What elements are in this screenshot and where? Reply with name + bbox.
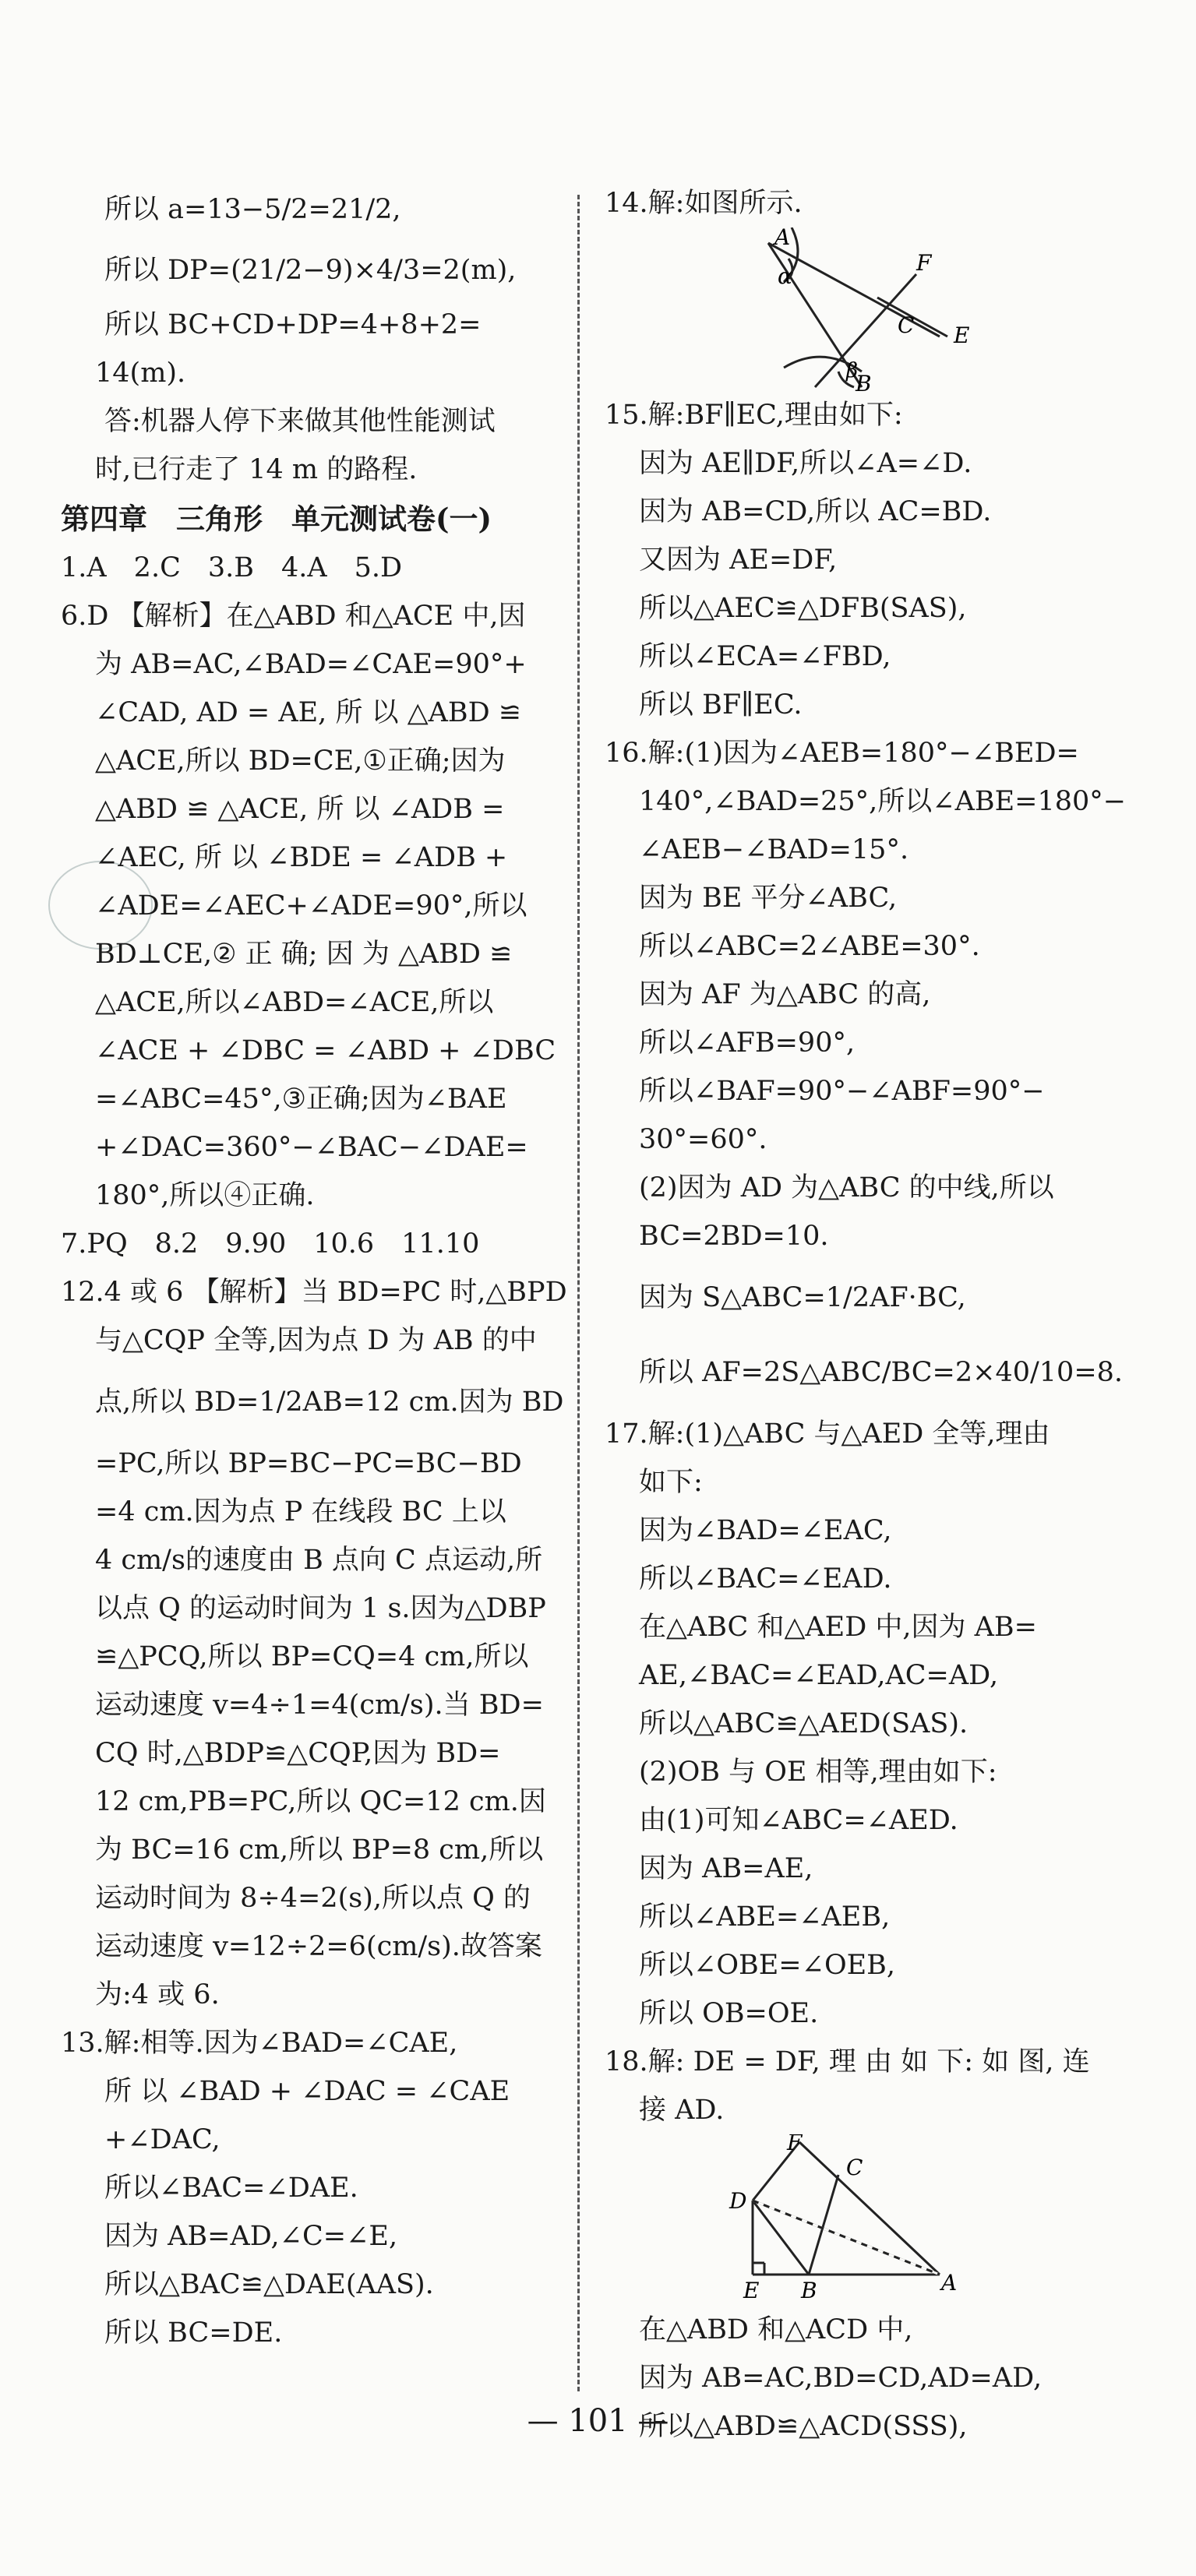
text-line: 时,已行走了 14 m 的路程. [95,454,418,485]
text-line: 为:4 或 6. [95,1979,220,2010]
fig14-label: F [916,250,932,276]
text-line: 所以 BF∥EC. [639,689,803,721]
text-line: 所以∠ABC=2∠ABE=30°. [639,931,980,962]
text-line: 点,所以 BD=1/2AB=12 cm.因为 BD [95,1387,564,1418]
column-divider [577,195,580,2391]
fig14-label: α [778,263,792,289]
text-line: 30°=60°. [639,1124,767,1155]
left-column [61,179,567,2357]
text-line: ∠CAD, AD = AE, 所 以 △ABD ≌ [95,697,522,728]
text-line: 与△CQP 全等,因为点 D 为 AB 的中 [95,1325,537,1356]
text-line: 13.解:相等.因为∠BAD=∠CAE, [61,2028,458,2059]
text-line: 在△ABC 和△AED 中,因为 AB= [639,1612,1037,1643]
text-line: =∠ABC=45°,③正确;因为∠BAE [95,1084,507,1115]
text-line: CQ 时,△BDP≌△CQP,因为 BD= [95,1738,501,1769]
text-line: 如下: [639,1467,703,1498]
text-line: 所以△ABC≌△AED(SAS). [639,1708,968,1739]
page-number: — 101 — [527,2403,669,2439]
text-line: 所以∠OBE=∠OEB, [639,1950,896,1981]
fig14-label: C [898,312,915,338]
text-line: 因为 AB=AD,∠C=∠E, [104,2221,398,2252]
text-line: 所以△AEC≌△DFB(SAS), [639,593,967,624]
text-line: 140°,∠BAD=25°,所以∠ABE=180°− [639,786,1127,817]
text-line: 为 AB=AC,∠BAD=∠CAE=90°+ [95,649,527,680]
text-line: ∠ACE + ∠DBC = ∠ABD + ∠DBC [95,1035,556,1066]
text-line: 4 cm/s的速度由 B 点向 C 点运动,所 [95,1545,543,1576]
text-line: 所以∠BAC=∠EAD. [639,1563,892,1595]
text-line: 所以∠AFB=90°, [639,1027,856,1059]
text-line: 12.4 或 6 【解析】当 BD=PC 时,△BPD [61,1277,567,1308]
text-line: 因为 BE 平分∠ABC, [639,883,898,914]
text-line: 14.解:如图所示. [605,188,803,219]
text-line: ∠AEB−∠BAD=15°. [639,834,909,865]
q-prev-solution [61,179,559,494]
text-line: =4 cm.因为点 P 在线段 BC 上以 [95,1496,506,1528]
fig14-label: β [846,359,859,382]
text-line: +∠DAC, [104,2124,221,2155]
text-line: 18.解: DE = DF, 理 由 如 下: 如 图, 连 [605,2046,1090,2077]
chapter-title: 第四章 三角形 单元测试卷(一) [61,502,492,536]
text-line: ∠ADE=∠AEC+∠ADE=90°,所以 [95,890,527,922]
text-line: 所以∠ABE=∠AEB, [639,1901,891,1933]
text-line: ∠AEC, 所 以 ∠BDE = ∠ADB + [95,842,508,873]
text-line: 接 AD. [639,2095,725,2126]
q15-q16 [605,391,1127,1410]
text-line: 答:机器人停下来做其他性能测试 [104,406,496,437]
text-line: =PC,所以 BP=BC−PC=BC−BD [95,1448,522,1479]
text-line: 因为 AB=CD,所以 AC=BD. [639,496,992,527]
fig18-label: E [743,2278,760,2303]
text-line: 16.解:(1)因为∠AEB=180°−∠BED= [605,738,1079,769]
text-line: 为 BC=16 cm,所以 BP=8 cm,所以 [95,1834,544,1866]
answers-block [61,544,567,2357]
text-line: 7.PQ 8.2 9.90 10.6 11.10 [61,1228,480,1260]
text-line: 以点 Q 的运动时间为 1 s.因为△DBP [95,1593,546,1624]
text-line: 因为 S△ABC=1/2AF·BC, [639,1282,966,1313]
fig14-label: A [774,227,791,250]
text-line: 所以 a=13−5/2=21/2, [104,194,401,225]
text-line: 15.解:BF∥EC,理由如下: [605,400,903,431]
text-line: 所以 DP=(21/2−9)×4/3=2(m), [104,255,517,286]
text-line: 所以△BAC≌△DAE(AAS). [104,2269,434,2300]
text-line: 运动时间为 8÷4=2(s),所以点 Q 的 [95,1883,531,1914]
text-line: 所以 BC=DE. [104,2317,283,2349]
fig18-label: F [787,2134,803,2155]
text-line: 因为 AB=AC,BD=CD,AD=AD, [639,2363,1043,2394]
text-line: 所以∠ECA=∠FBD, [639,641,891,672]
text-line: AE,∠BAC=∠EAD,AC=AD, [639,1660,999,1691]
fig14-label: B [856,371,872,391]
text-line: 所以∠BAC=∠DAE. [104,2173,358,2204]
text-line: 因为 AB=AE, [639,1853,813,1884]
text-line: 所以∠BAF=90°−∠ABF=90°− [639,1076,1045,1107]
fig18-label: A [941,2270,958,2296]
text-line: 所以△ABD≌△ACD(SSS), [639,2411,968,2442]
q17-q18 [605,1410,1103,2134]
text-line: 6.D 【解析】在△ABD 和△ACE 中,因 [61,601,526,632]
text-line: BC=2BD=10. [639,1221,829,1252]
text-line: △ABD ≌ △ACE, 所 以 ∠ADB = [95,794,505,825]
text-line: 因为 AE∥DF,所以∠A=∠D. [639,448,972,479]
text-line: 又因为 AE=DF, [639,544,838,576]
text-line: (2)OB 与 OE 相等,理由如下: [639,1757,997,1788]
text-line: 14(m). [95,358,186,389]
text-line: 1.A 2.C 3.B 4.A 5.D [61,552,403,583]
text-line: △ACE,所以 BD=CE,①正确;因为 [95,745,506,777]
text-line: 运动速度 v=4÷1=4(cm/s).当 BD= [95,1690,544,1721]
text-line: 所以 BC+CD+DP=4+8+2= [104,309,482,340]
text-line: 17.解:(1)△ABC 与△AED 全等,理由 [605,1418,1050,1450]
text-line: 在△ABD 和△ACD 中, [639,2314,913,2345]
text-line: 所 以 ∠BAD + ∠DAC = ∠CAE [104,2076,510,2107]
fig14-label: E [954,322,970,348]
text-line: 因为∠BAD=∠EAC, [639,1515,892,1546]
text-line: 所以 AF=2S△ABC/BC=2×40/10=8. [639,1357,1124,1388]
fig18-label: D [729,2188,747,2214]
text-line: BD⊥CE,② 正 确; 因 为 △ABD ≌ [95,939,513,970]
text-line: 因为 AF 为△ABC 的高, [639,979,931,1010]
text-line: △ACE,所以∠ABD=∠ACE,所以 [95,987,494,1018]
figure-18 [605,2134,1103,2306]
text-line: ≌△PCQ,所以 BP=CQ=4 cm,所以 [95,1641,529,1672]
fig18-label: B [801,2278,817,2303]
text-line: 由(1)可知∠ABC=∠AED. [639,1805,958,1836]
text-line: 所以 OB=OE. [639,1998,819,2029]
text-line: 180°,所以④正确. [95,1180,315,1211]
text-line: +∠DAC=360°−∠BAC−∠DAE= [95,1132,528,1163]
text-line: 运动速度 v=12÷2=6(cm/s).故答案 [95,1931,542,1962]
fig18-label: C [846,2155,863,2180]
text-line: 12 cm,PB=PC,所以 QC=12 cm.因 [95,1786,546,1817]
text-line: (2)因为 AD 为△ABC 的中线,所以 [639,1172,1054,1203]
right-column [605,179,1127,2451]
figure-14 [605,227,1103,391]
